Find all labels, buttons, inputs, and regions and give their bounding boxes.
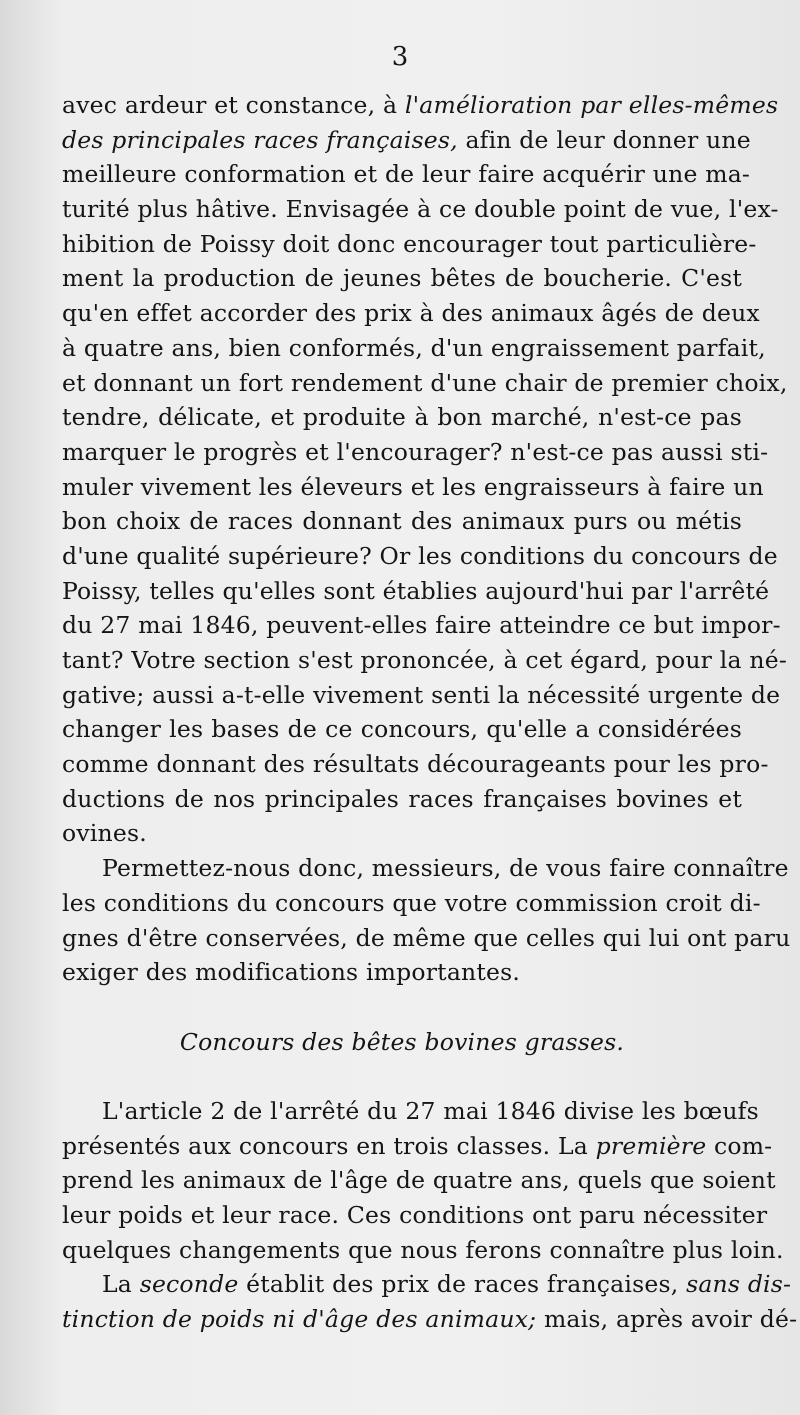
text-line: bon choix de races donnant des animaux purs ou métis <box>62 507 742 536</box>
body-text <box>62 88 798 1337</box>
text-line: tant? Votre section s'est prononcée, à cet égard, pour la né- <box>62 646 787 674</box>
text-line: gative; aussi a-t-elle vivement senti la nécessité urgente de <box>62 680 781 709</box>
text-line: à quatre ans, bien conformés, d'un engraissement parfait, <box>62 333 766 362</box>
text-line: ovines. <box>62 819 147 848</box>
text-line: tinction de poids ni d'âge des animaux; mais, après avoir dé- <box>62 1305 798 1334</box>
text-line: hibition de Poissy doit donc encourager tout particulière- <box>62 229 757 258</box>
text-line: gnes d'être conservées, de même que celles qui lui ont paru <box>62 923 791 952</box>
text-line: Permettez-nous donc, messieurs, de vous faire connaître <box>102 854 789 883</box>
text-line: La seconde établit des prix de races françaises, sans dis- <box>102 1270 792 1299</box>
text-line: et donnant un fort rendement d'une chair de premier choix, <box>62 368 788 397</box>
text-line: prend les animaux de l'âge de quatre ans, quels que soient <box>62 1166 776 1195</box>
text-line: du 27 mai 1846, peuvent-elles faire atteindre ce but impor- <box>62 611 781 640</box>
text-line: des principales races françaises, afin de leur donner une <box>62 125 751 154</box>
text-line: présentés aux concours en trois classes. La première com- <box>62 1131 773 1160</box>
spacer <box>62 1059 742 1094</box>
text-line: d'une qualité supérieure? Or les conditions du concours de <box>62 541 778 570</box>
text-line: L'article 2 de l'arrêté du 27 mai 1846 divise les bœufs <box>102 1096 759 1125</box>
text-line: qu'en effet accorder des prix à des animaux âgés de deux <box>62 299 760 328</box>
text-line: ductions de nos principales races françaises bovines et <box>62 784 742 813</box>
text-line: avec ardeur et constance, à l'amélioration par elles-mêmes <box>62 91 779 119</box>
text-line: tendre, délicate, et produite à bon marché, n'est-ce pas <box>62 403 742 432</box>
text-line: marquer le progrès et l'encourager? n'est-ce pas aussi sti- <box>62 437 769 466</box>
text-line: turité plus hâtive. Envisagée à ce double point de vue, l'ex- <box>62 195 779 224</box>
text-line: quelques changements que nous ferons connaître plus loin. <box>62 1235 784 1264</box>
section-heading: Concours des bêtes bovines grasses. <box>179 1027 625 1056</box>
text-line: ment la production de jeunes bêtes de boucherie. C'est <box>62 264 742 293</box>
text-line: Poissy, telles qu'elles sont établies aujourd'hui par l'arrêté <box>62 576 770 605</box>
text-line: meilleure conformation et de leur faire acquérir une ma- <box>62 160 751 189</box>
spacer <box>62 990 742 1025</box>
text-line: exiger des modifications importantes. <box>62 958 521 987</box>
text-line: changer les bases de ce concours, qu'elle a considérées <box>62 715 742 744</box>
text-line: les conditions du concours que votre commission croit di- <box>62 888 761 917</box>
text-line: leur poids et leur race. Ces conditions ont paru nécessiter <box>62 1201 768 1229</box>
page-number: 3 <box>391 42 409 72</box>
text-line: muler vivement les éleveurs et les engraisseurs à faire un <box>62 472 764 501</box>
text-line: comme donnant des résultats décourageants pour les pro- <box>62 750 769 779</box>
